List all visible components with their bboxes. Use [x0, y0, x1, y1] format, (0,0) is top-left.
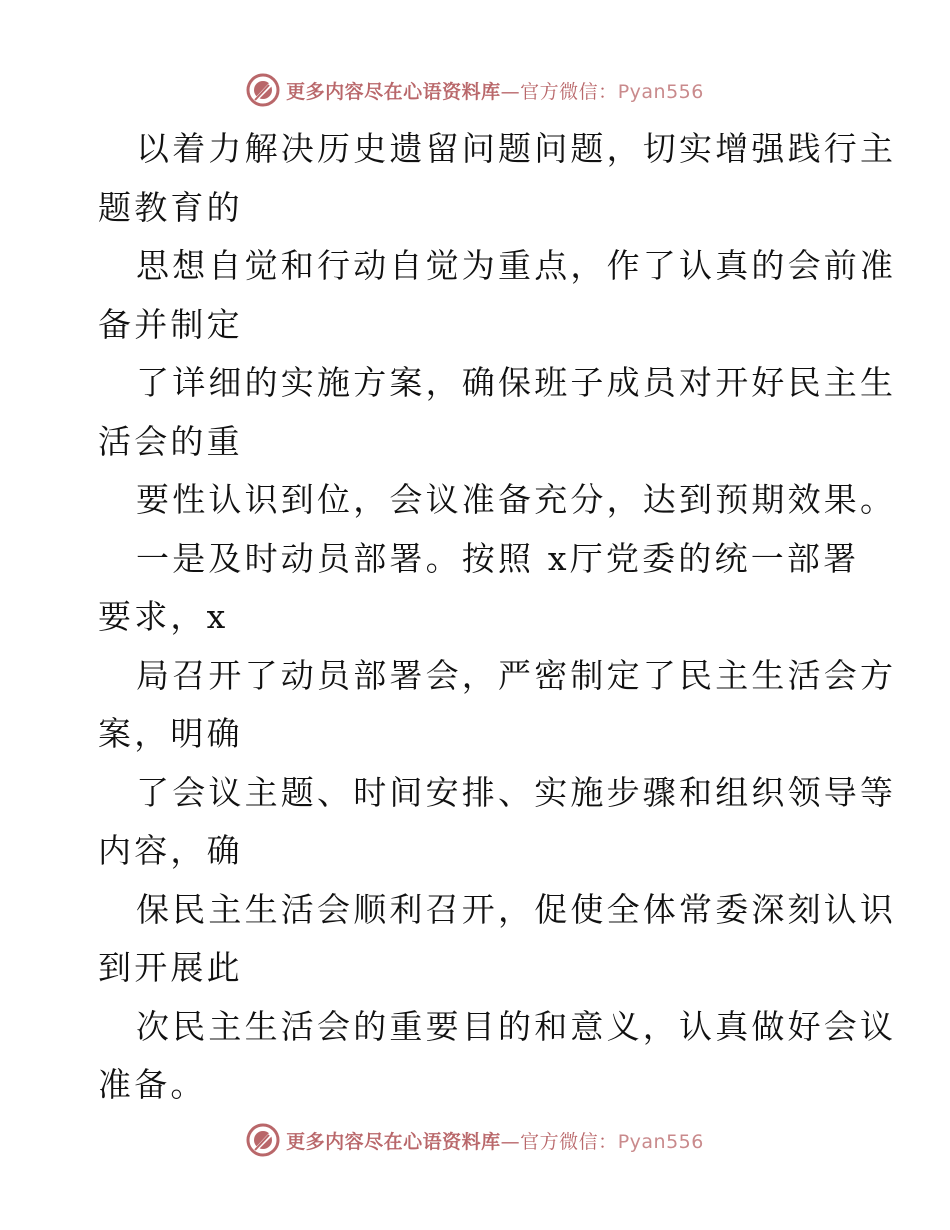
- watermark-brand: 更多内容尽在心语资料库: [286, 1130, 501, 1153]
- header-watermark: [0, 70, 950, 110]
- paragraph-line: 了详细的实施方案，确保班子成员对开好民主生: [136, 363, 897, 402]
- paragraph-line: 备并制定: [98, 304, 243, 344]
- paragraph-line: 题教育的: [98, 187, 243, 227]
- watermark-id: Pyan556: [617, 1130, 704, 1153]
- paragraph-line: 案，明确: [98, 714, 243, 753]
- watermark-separator: —: [500, 1130, 521, 1153]
- pen-logo-icon: [246, 1123, 280, 1157]
- footer-watermark: [0, 1120, 950, 1160]
- paragraph-line: 以着力解决历史遗留问题问题，切实增强践行主: [136, 129, 897, 168]
- watermark-brand: 更多内容尽在心语资料库: [286, 80, 501, 103]
- paragraph-line: 准备。: [98, 1065, 207, 1104]
- document-body: [98, 120, 897, 1115]
- paragraph-line: 局召开了动员部署会，严密制定了民主生活会方: [136, 655, 897, 695]
- paragraph-line: 活会的重: [98, 421, 243, 461]
- watermark-id: Pyan556: [617, 80, 704, 103]
- paragraph-line: 一是及时动员部署。按照 x厅党委的统一部署: [136, 538, 860, 578]
- paragraph-line: 到开展此: [98, 948, 243, 987]
- pen-logo-icon: [246, 73, 280, 107]
- paragraph-line: 思想自觉和行动自觉为重点，作了认真的会前准: [136, 246, 897, 285]
- watermark-official-label: 官方微信：: [520, 1130, 618, 1153]
- paragraph-line: 保民主生活会顺利召开，促使全体常委深刻认识: [136, 889, 897, 929]
- paragraph-line: 了会议主题、时间安排、实施步骤和组织领导等: [136, 772, 897, 812]
- watermark-official-label: 官方微信：: [520, 80, 618, 103]
- paragraph-line: 次民主生活会的重要目的和意义，认真做好会议: [136, 1006, 897, 1046]
- paragraph-line: 内容，确: [98, 831, 243, 870]
- paragraph-line: 要求，x: [98, 597, 229, 636]
- paragraph-line: 要性认识到位，会议准备充分，达到预期效果。: [136, 480, 897, 519]
- watermark-separator: —: [500, 80, 521, 103]
